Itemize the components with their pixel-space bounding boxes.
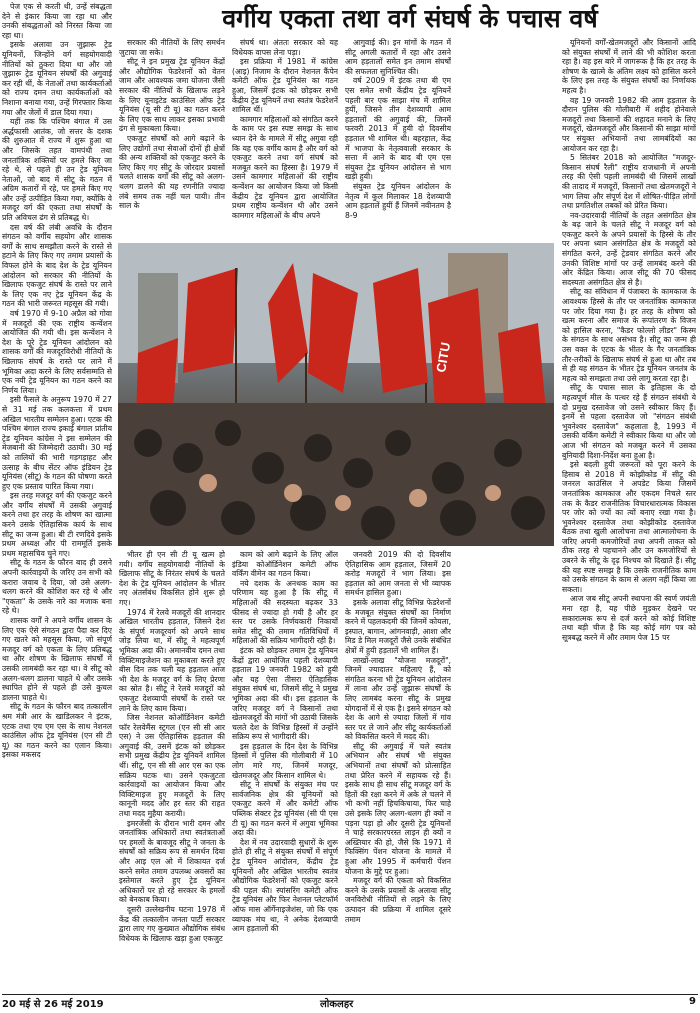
paragraph: नये दशक के अनथक काम का परिणाम यह हुआ है कि सीटू में महिलाओं की सदस्यता बढ़कर 33 फीसद से ज्यादा हो गयी है और हर स्तर पर उसके निर्णयकारी निकायों समेत सीटू की तमाम गतिविधियों में महिलाओं की सक्रिय भागीदारी रही है। bbox=[232, 578, 338, 646]
paragraph: दूसरी उल्लेखनीय घटना 1978 में केंद्र की तत्कालीन जनता पार्टी सरकार द्वारा लाए गए कुख्यात औद्योगिक संबंध विधेयक के खिलाफ खड़ा हुआ एकजुट bbox=[119, 904, 225, 943]
paragraph: सीटू के गठन के फौरन बाद तत्कालीन श्रम मंत्री आर के खाडिलकर ने इंटक, एटक तथा एच एम एस के साथ नेशनल काउंसिल ऑफ ट्रेड यूनियंस (एन सी टी यू) का गठन करने का एलान किया। इसका मकसद bbox=[2, 702, 112, 760]
footer-rule bbox=[2, 994, 698, 995]
paragraph: सीटू ने संघर्षों के संयुक्त मंच पर सार्वजनिक क्षेत्र की यूनियनों को एकजुट करने में और कमेटी ऑफ पब्लिक सेक्टर ट्रेड यूनियंस (सी पी एस टी यू) का गठन करने में अगुवा भूमिका अदा की। bbox=[232, 780, 338, 838]
paragraph: 5 सितंबर 2018 को आयोजित "मजदूर-किसान संघर्ष रैली" राष्ट्रीय राजधानी में अपनी तरह की ऐसी पहली लामबंदी थी जिसमें लाखों की तादाद में मजदूरों, किसानों तथा खेतमजदूरों ने भाग लिया और संपूर्ण देश में शोषित-पीड़ित लोगों तथा प्रगतिशील तबकों को प्रेरित किया। bbox=[562, 153, 696, 211]
paragraph: संयुक्त ट्रेड यूनियन आंदोलन के नेतृत्व में कुल मिलाकर 18 देशव्यापी आम हड़तालें हुयीं हैं जिनमें नवीनतम है 8-9 bbox=[345, 181, 451, 220]
column-5 bbox=[562, 38, 696, 992]
paragraph: यूनियनों वर्गों-खेतमजदूरों और किसानों आदि को संयुक्त संघर्षों में लाने की भी कोशिश करता रहा है। वह इस बारे में जागरूक है कि हर तरह के शोषण के खात्मे के अंतिम लक्ष्य को हासिल करने के लिए इस तरह के संयुक्त संघर्षों का निर्णायक महत्व है। bbox=[562, 38, 696, 95]
paragraph: इस तरह मजदूर वर्ग की एकजुट करने और वर्गीय संघर्षों में उसकी अगुवाई करने तथा हर तरह के शोषण का खात्मा करने उसके ऐतिहासिक कार्य के साथ सीटू का जन्म हुआ। बी टी रणदिवे इसके प्रथम अध्यक्ष और पी राममूर्ति इसके प्रथम महासचिव चुने गए। bbox=[2, 491, 112, 558]
column-2-bottom bbox=[119, 550, 225, 992]
column-3-bottom bbox=[232, 550, 338, 992]
paragraph: इसके अलावा सीटू विभिन्न फेडरेशनों के मजबूत संयुक्त संघर्षों का निर्माण करने में पहलकदमी की जिनमें कोयला, इस्पात, बागान, आंगनवाड़ी, आशा और मिड डे मिल मजदूरों जैसे उनके संबंधित क्षेत्रों में हुयी हड़तालें भी शामिल हैं। bbox=[345, 597, 451, 655]
paragraph: मजदूर वर्ग की एकता को विकसित करने के उसके प्रयासों के अलावा सीटू जनविरोधी नीतियों से लड़ने के लिए उत्पादन की प्रक्रिया में शामिल दूसरे तमाम bbox=[345, 876, 451, 924]
paragraph: सरकार की नीतियों के लिए समर्थन जुटाया जा सके। bbox=[119, 38, 225, 57]
paragraph: एकजुट संघर्षों को आगे बढ़ाने के लिए उद्योगों तथा सेवाओं दोनों ही क्षेत्रों की अन्य शक्तियों को एकजुट करने के लिए किए गए सीटू के जोरदार प्रयासों चलते शासक वर्गों की सीटू को अलग-थलग डालने की यह रणनीति ज्यादा लंबे समय तक नहीं चल पायी। तीन साल के bbox=[119, 133, 225, 211]
paragraph: काम को आगे बढ़ाने के लिए ऑल इंडिया कोऑर्डिनेशन कमेटी ऑफ वर्किंग वीमेन का गठन किया। bbox=[232, 550, 338, 579]
paragraph: नव-उदारवादी नीतियों के तहत असंगठित क्षेत्र के बढ़ जाने के चलते सीटू ने मजदूर वर्ग को एकजुट करने के अपने प्रयासों के हिस्से के तौर पर अपना ध्यान असंगठित क्षेत्र के मजदूरों को संगठित करने, उन्हें ट्रेडवार संगठित करने और उनकी विशिष्ट मांगों पर उन्हें लामबंद करने की ओर केंद्रित किया। आज सीटू की 70 फीसद सदस्यता असंगठित क्षेत्र से है। bbox=[562, 210, 696, 287]
paragraph: आज जब सीटू अपनी स्थापना की स्वर्ण जयंती मना रहा है, यह पीछे मुड़कर देखने पर सकारात्मक रूप से दर्ज करने को कोई विशिष्ट तथा बड़ी चीज है कि यह कोई मांग पत्र को सूत्रबद्ध करने में और तमाम पेज 15 पर bbox=[562, 594, 696, 642]
headline: वर्गीय एकता तथा वर्ग संघर्ष के पचास वर्ष bbox=[222, 4, 598, 33]
paragraph: देश में नव उदारवादी सुधारों के शुरू होते ही सीटू ने संयुक्त संघर्षों में संपूर्ण ट्रेड यूनियन आंदोलन, केंद्रीय ट्रेड यूनियनों और अखिल भारतीय स्वतंत्र औद्योगिक फेडरेशनों को एकजुट करने की पहल की। स्पांसरिंग कमेटी ऑफ ट्रेड यूनियंस और फिर नेशनल प्लेटफॉर्म ऑफ मास ऑर्गेनाइजेशंस, जो कि एक व्यापक मंच था, ने अनेक देशव्यापी आम हड़तालों की bbox=[232, 837, 338, 934]
column-4-top bbox=[345, 38, 451, 241]
footer-date: 20 मई से 26 मई 2019 bbox=[2, 999, 104, 1010]
paragraph: शासक वर्गों ने अपने वर्गीय शासन के लिए एक ऐसे संगठन द्वारा पैदा कर दिए गए खतरे को महसूस किया, जो संपूर्ण मजदूर वर्ग को एकता के लिए प्रतिबद्ध था और शोषण के खिलाफ संघर्षों में उसकी लामबंदी कर रहा था। वे सीटू को अलग-थलग डालना चाहते थे और उसके स्थापित होने से पहले ही उसे कुचल डालना चाहते थे। bbox=[2, 616, 112, 702]
paragraph: 1974 में रेलवे मजदूरों की शानदार अखिल भारतीय हड़ताल, जिसने देश के संपूर्ण मजदूरवर्ग को अपने साथ जोड़ लिया था, में सीटू ने महत्वपूर्ण भूमिका अदा की। अमानवीय दमन तथा विक्टिमाइजेशन का मुकाबला करते हुए बीस दिन तक चली यह हड़ताल आज भी देश के मजदूर वर्ग के लिए प्रेरणा का स्रोत है। सीटू ने रेलवे मजदूरों को एकजुट देशव्यापी संघर्षों के रास्ते पर लाने के लिए काम किया। bbox=[119, 607, 225, 713]
flag-label: CITU bbox=[433, 341, 454, 374]
paragraph: पेज एक से करती थी, उन्हें संबद्धता देने से इंकार किया जा रहा था और उनकी संबद्धताओं को निरस्त किया जा रहा था। bbox=[2, 2, 112, 40]
paragraph: सीटू के गठन के फौरन बाद ही उसने अपनी कार्रवाइयों के जरिए उन सभी को करारा जवाब दे दिया, जो उसे अलग-थलग करने की कोशिश कर रहे थे और "एकता" के उसके नारे का मजाक बना रहे थे। bbox=[2, 558, 112, 616]
paragraph: जनवरी 2019 की दो दिवसीय ऐतिहासिक आम हड़ताल, जिसमें 20 करोड़ मजदूरों ने भाग लिया। इस हड़ताल को आम जनता से भी व्यापक समर्थन हासिल हुआ। bbox=[345, 550, 451, 598]
paragraph: संघर्ष था। अंततः सरकार को यह विधेयक वापस लेना पड़ा। bbox=[232, 38, 338, 57]
paragraph: इमरजेंसी के दौरान भारी दमन और जनतांत्रिक अधिकारों तथा स्वतंत्रताओं पर हमलों के बावजूद सीटू ने जनता के संघर्षों को सक्रिय रूप से समर्थन दिया और आइ एल ओ में शिकायत दर्ज करने समेत तमाम उपलब्ध अवसरों का इस्तेमाल करते हुए ट्रेड यूनियन अधिकारों पर हो रहे सरकार के हमलों को बेनकाब किया। bbox=[119, 818, 225, 905]
rally-photo bbox=[118, 243, 554, 546]
column-3-top bbox=[232, 38, 338, 241]
paragraph: जिस नेशनल कोऑर्डिनेशन कमेटी फॉर रेलवेमैंस स्ट्रगल (एन सी सी आर एस) ने उस ऐतिहासिक हड़ताल की अगुवाई की, उसमें इंटक को छोड़कर सभी प्रमुख केंद्रीय ट्रेड यूनियनें शामिल थीं। सीटू, एन सी सी आर एस का एक सक्रिय घटक था। उसने एकजुटता कार्रवाइयों का आयोजन किया और विक्टिमाइज हुए मजदूरों के लिए कानूनी मदद और हर स्तर की राहत तथा मदद मुहैया करायी। bbox=[119, 713, 225, 819]
paragraph: इस प्रक्रिया में 1981 में कांग्रेस (आइ) निजाम के दौरान नेशनल कैंपेन कमेटी ऑफ ट्रेड यूनियंस का गठन हुआ, जिसमें इंटक को छोड़कर सभी केंद्रीय ट्रेड यूनियनें तथा स्वतंत्र फेडरेशनें शामिल थीं। bbox=[232, 57, 338, 115]
paragraph: सीटू के पचास साल के इतिहास के दो महत्वपूर्ण मील के पत्थर रहे हैं संगठन संबंधी ये दो प्रमुख दस्तावेज जो उसने स्वीकार किए हैं। इनमें से पहला दस्तावेज जो "संगठन संबंधी भुवनेश्वर दस्तावेज" कहलाता है, 1993 में उसकी वर्किंग कमेटी ने स्वीकार किया था और जो आज भी संगठन को मजबूत करने में उसका बुनियादी दिशा-निर्देश बना हुआ है। bbox=[562, 383, 696, 460]
paragraph: इसी फैसले के अनुरूप 1970 में 27 से 31 मई तक कलकत्ता में प्रथम अखिल भारतीय सम्मेलन हुआ। एटक की पश्चिम बंगाल राज्य इकाई बंगाल प्रांतीय ट्रेड यूनियन कांग्रेस ने इस सम्मेलन की मेजबानी की जिम्मेदारी उठायी। 30 मई को तालियों की भारी गड़गड़ाहट और उत्साह के बीच सेंटर ऑफ इंडियन ट्रेड यूनियंस (सीटू) के गठन की घोषणा करते हुए एक प्रस्ताव पारित किया गया। bbox=[2, 395, 112, 491]
paragraph: लाखों-लाख "योजना मजदूरों", जिनमें ज्यादातर महिलाएं हैं, को संगठित करना भी ट्रेड यूनियन आंदोलन में लाना और उन्हें जुझारू संघर्षों के लिए लामबंद करना सीटू के प्रमुख योगदानों में से एक है। इसने संगठन को देश के आगे से ज्यादा जिलों में गांव स्तर पर ले जाने और सीटू कार्यकर्ताओं को विकसित करने में मदद की। bbox=[345, 655, 451, 742]
paragraph: वर्ष 2009 में इंटक तथा बी एम एस समेत सभी केंद्रीय ट्रेड यूनियनें पहली बार एक साझा मंच में शामिल हुयीं, जिसने तीन देशव्यापी आम हड़तालों की अगुवाई की, जिनमें फरवरी 2013 में हुयी दो दिवसीय हड़ताल भी शामिल थी। बहरहाल, केंद्र में भाजपा के नेतृत्ववाली सरकार के सत्ता में आने के बाद बी एम एस संयुक्त ट्रेड यूनियन आंदोलन से भाग खड़ी हुयी। bbox=[345, 76, 451, 182]
paragraph: यहीं तक कि पश्चिम बंगाल में उस अर्द्धफासी आतंक, जो सत्तर के दशक की शुरुआत में राज्य में शुरू हुआ था और जिसके तहत वामपंथी तथा जनतांत्रिक शक्तियों पर हमले किए जा रहे थे, से पहले ही उन ट्रेड यूनियन नेताओं, जो बाद में सीटू के गठन में अग्रिम कतारों में रहे, पर हमले किए गए और उन्हें उत्पीड़ित किया गया, क्योंकि वे मजदूर वर्ग की एकता तथा संघर्षों के प्रति अविचल ढंग से प्रतिबद्ध थे। bbox=[2, 117, 112, 223]
rally-photo-art bbox=[118, 243, 554, 546]
paragraph: वर्ष 1970 में 9-10 अप्रैल को गोवा में मजदूरों की एक राष्ट्रीय कन्वेंशन आयोजित की गयी थी। इस कन्वेंशन ने देश के पूरे ट्रेड यूनियन आंदोलन को शासक वर्गों की मजदूरविरोधी नीतियों के खिलाफ संघर्ष के रास्ते पर लाने में भूमिका अदा करने के लिए सर्वसम्मति से एक नयी ट्रेड यूनियन का गठन करने का निर्णय लिया। bbox=[2, 309, 112, 395]
paragraph: इंटक को छोड़कर तमाम ट्रेड यूनियन केंद्रों द्वारा आयोजित पहली देशव्यापी हड़ताल 19 जनवरी 1982 को हुयी और यह ऐसा तीसरा ऐतिहासिक संयुक्त संघर्ष था, जिसमें सीटू ने प्रमुख भूमिका अदा की थी। इस हड़ताल के जरिए मजदूर वर्ग ने किसानों तथा खेतमजदूरों की मांगों भी उठायी जिसके चलते देश के विभिन्न हिस्सों में उन्होंने सक्रिय रूप से भागीदारी की। bbox=[232, 645, 338, 742]
paragraph: इस हड़ताल के दिन देश के विभिन्न हिस्सों में पुलिस की गोलीबारी में 10 लोग मारे गए, जिनमें मजदूर, खेतमजदूर और किसान शामिल थे। bbox=[232, 741, 338, 780]
column-2-top bbox=[119, 38, 225, 241]
paragraph: सीटू का संविधान में पंजाबरा के कामकाज के आवश्यक हिस्से के तौर पर जनतांत्रिक कामकाज पर जोर दिया गया है। हर तरह के शोषण को खत्म करना और समाज के रूपांतरण के विजन को हासिल करना, "कैडर फोल्लो लीडर" किस्म के संगठन के साथ असंभव है। सीटू का जन्म ही उस वक्त के एटक के भीतर के गैर जनतांत्रिक तौर-तरीकों के खिलाफ संघर्ष से हुआ था और तब से ही यह संगठन के भीतर ट्रेड यूनियन जनतंत्र के महत्व को समझता तथा उसे लागू करता रहा है। bbox=[562, 287, 696, 383]
paragraph: इसके अलावा उन जुझारू ट्रेड यूनियनों, जिन्होंने वर्ग सहयोगवादी नीतियों को ठुकरा दिया था और जो जुझारू ट्रेड यूनियन संघर्षों की अगुवाई कर रही थीं, के नेताओं तथा कार्यकर्ताओं को राज्य दमन तथा कार्यकर्ताओं को निशाना बनाया गया, उन्हें गिरफ्तार किया गया और जेलों में डाल दिया गया। bbox=[2, 40, 112, 117]
paragraph: दस वर्ष की लंबी अवधि के दौरान संगठन को वर्गीय सहयोग और शासक वर्गों के साथ समझौता करने के रास्ते से हटाने के लिए किए गए तमाम प्रयासों के विफल होने के बाद देश के ट्रेड यूनियन आंदोलन को सरकार की नीतियों के खिलाफ एकजुट संघर्ष के रास्ते पर लाने के लिए एक नए ट्रेड यूनियन केंद्र के गठन की भारी जरूरत महसूस की गयी। bbox=[2, 222, 112, 309]
paragraph: वह 19 जनवरी 1982 की आम हड़ताल के दौरान पुलिस की गोलीबारी में शहीद होनेवाले मजदूरों तथा किसानों की शहादत मनाने के लिए मजदूरों, खेतमजदूरों और किसानों की साझा मांगों पर संयुक्त अभियानों तथा लामबंदियों का आयोजन कर रहा है। bbox=[562, 95, 696, 153]
paragraph: सीटू की अगुवाई में चले स्वतंत्र अभियान और संघर्ष भी संयुक्त अभियानों तथा संघर्षों को प्रोत्साहित तथा प्रेरित करने में सहायक रहे हैं। इसके साथ ही साथ सीटू मजदूर वर्ग के हितों की रक्षा करने में अके ले चलने में भी कभी नहीं हिचकिचाया, फिर चाहे उसे इसके लिए अलग-थलग ही क्यों न पड़ना पड़ा हो और दूसरी ट्रेड यूनियनों ने चाहे सरकारपरस्त लाइन ही क्यों न अख्तियार की हो, जैसे कि 1971 में फिक्सिंग पेंशन योजना के मामले में हुआ और 1995 में कर्मचारी पेंशन योजना के मुद्दे पर हुआ। bbox=[345, 741, 451, 876]
footer-page-number: 9 bbox=[689, 996, 696, 1007]
paragraph: इसे बदली हुयी जरूरतों को पूरा करने के हिसाब से 2018 में कोझीकोड में सीटू की जनरल काउंसिल ने अपडेट किया जिसमें जनतांत्रिक कामकाज और एकदम निचले स्तर तक के कैडर राजनीतिक विचारधारात्मक विकास पर जोर को ज्यों का त्यों बनाए रखा गया है। भुवनेश्वर दस्तावेज तथा कोझीकोड दस्तावेज बैठक तथा खुली आलोचना तथा आत्मालोचना के जरिए अपनी कमजोरियों तथा अपनी ताकत को ठीक तरह से पहचानने और उन कमजोरियों से उबरने के सीटू के दृढ़ निश्चय को दिखाते हैं। सीटू की यह स्पष्ट समझ है कि उसके राजनीतिक काम को उसके संगठन के काम से अलग नहीं किया जा सकता। bbox=[562, 460, 696, 594]
column-1 bbox=[2, 2, 112, 992]
paragraph: भीतर ही एन सी टी यू खत्म हो गयी। वर्गीय सहयोगवादी नीतियों के खिलाफ सीटू के निरंतर संघर्ष के चलते देश के ट्रेड यूनियन आंदोलन के भीतर नए अंतर्संबंध विकसित होने शुरू हो गए। bbox=[119, 550, 225, 607]
column-4-bottom bbox=[345, 550, 451, 992]
paragraph: सीटू ने इन प्रमुख ट्रेड यूनियन केंद्रों और औद्योगिक फेडरेशनों को वेतन जाम और आवश्यक जमा योजना जैसी सरकार की नीतियों के खिलाफ लड़ने के लिए यूनाइटेड काउंसिल ऑफ ट्रेड यूनियंस (यू सी टी यू) का गठन करने के लिए एक साथ लाकर इसका प्रभावी ढंग से मुकाबला किया। bbox=[119, 57, 225, 134]
paragraph: कामगार महिलाओं को संगठित करने के काम पर इस स्पष्ट समझ के साथ ध्यान देने के मामले में सीटू अगुवा रही कि यह एक वर्गीय काम है और वर्ग को एकजुट करने तथा वर्ग संघर्ष को मजबूत करने का हिस्सा है। 1979 में उसने कामगार महिलाओं की राष्ट्रीय कन्वेंशन का आयोजन किया जो किसी केंद्रीय ट्रेड यूनियन द्वारा आयोजित प्रथम राष्ट्रीय कन्वेंशन थी और उसने कामगार महिलाओं के बीच अपने bbox=[232, 114, 338, 220]
footer-paper-name: लोकलहर bbox=[320, 999, 354, 1010]
paragraph: आगुवाई की। इन मांगों के गठन में सीटू अगली कतारों में रहा और उसने आम हड़तालों समेत इन तमाम संघर्षों की सफलता सुनिश्चित की। bbox=[345, 38, 451, 76]
